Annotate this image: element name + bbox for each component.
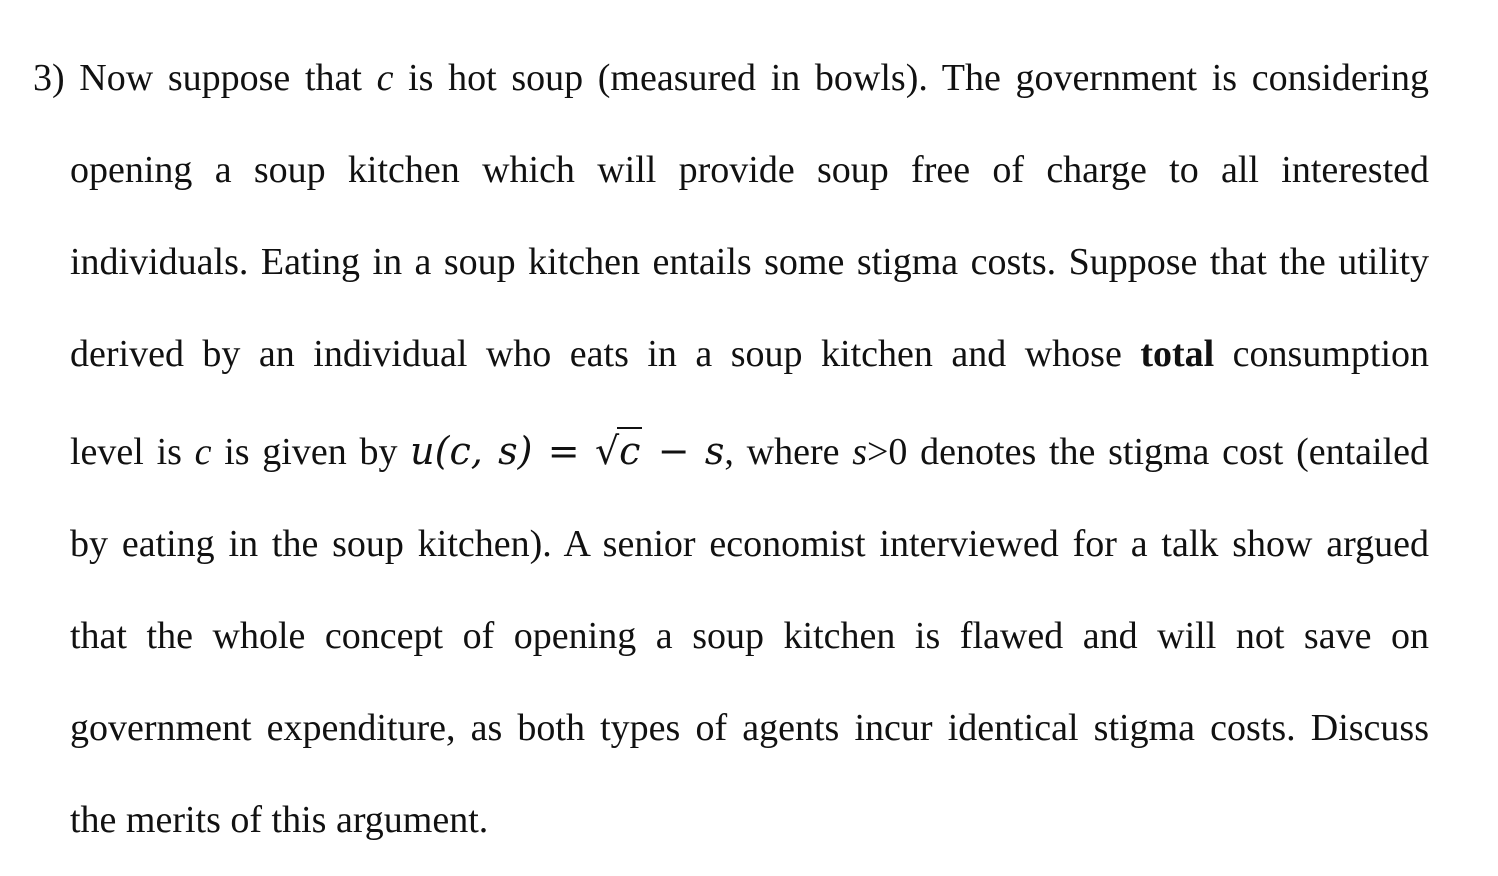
- variable-c: c: [194, 431, 212, 473]
- question-line-1: [33, 55, 1429, 101]
- variable-c: c: [376, 57, 394, 99]
- variable-s: s: [704, 429, 725, 473]
- text-segment: , where: [724, 431, 853, 473]
- question-line-6: by eating in the soup kitchen). A senior economist interviewed for a talk show argued: [70, 523, 1429, 565]
- question-line-9: the merits of this argument.: [70, 799, 489, 841]
- minus-sign: −: [642, 429, 705, 473]
- text-segment: is given by: [211, 431, 411, 473]
- text-segment: consumption: [1214, 333, 1430, 375]
- question-line-8: government expenditure, as both types of agents incur identical stigma costs. Discuss: [70, 707, 1429, 749]
- text-segment: is hot soup (measured in bowls). The government is considering: [393, 57, 1429, 99]
- equals-sign: =: [532, 429, 595, 473]
- text-segment: 3) Now suppose that: [33, 57, 377, 99]
- text-segment: derived by an individual who eats in a soup kitchen and whose: [70, 333, 1141, 375]
- question-line-7: that the whole concept of opening a soup kitchen is flawed and will not save on: [70, 615, 1429, 657]
- square-root-expression: [595, 428, 643, 474]
- question-line-2: opening a soup kitchen which will provide soup free of charge to all interested: [70, 149, 1429, 191]
- radical-sign: √: [594, 429, 620, 473]
- radicand: c: [619, 429, 641, 473]
- question-line-3: individuals. Eating in a soup kitchen entails some stigma costs. Suppose that the utility: [70, 241, 1429, 283]
- text-segment: level is: [70, 431, 195, 473]
- variable-s: s: [852, 431, 867, 473]
- utility-function-symbol: u: [410, 429, 435, 473]
- utility-function-arguments: (c, s): [434, 429, 533, 473]
- question-line-5: [70, 428, 1429, 475]
- question-line-4: [70, 331, 1429, 377]
- text-segment: >0 denotes the stigma cost (entailed: [867, 431, 1430, 473]
- bold-word-total: total: [1140, 333, 1215, 375]
